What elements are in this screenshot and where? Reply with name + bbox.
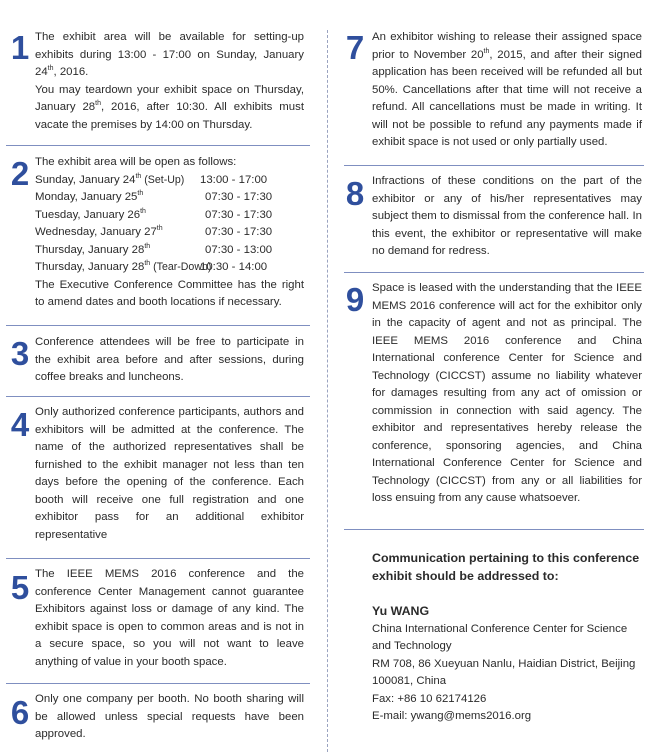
superscript: th [144, 242, 151, 250]
superscript: th [483, 47, 490, 55]
section-rule [6, 145, 310, 146]
item-number: 1 [10, 29, 30, 66]
section-rule [344, 529, 644, 530]
schedule-day-text: Tuesday, January 26 [35, 208, 141, 221]
contact-name: Yu WANG [372, 604, 430, 618]
text-span: You may teardown your exhibit space on Thursday, January 28 [35, 83, 304, 113]
schedule-row [35, 242, 304, 260]
contact-address: RM 708, 86 Xueyuan Nanlu, Haidian District, Beijing 100081, China [372, 657, 636, 687]
schedule-day [35, 242, 205, 260]
schedule-row [35, 189, 304, 207]
schedule-day [35, 172, 205, 190]
schedule-time: 07:30 - 13:00 [205, 243, 273, 256]
item-number: 2 [10, 155, 30, 192]
section-rule [6, 558, 310, 559]
text-span: The exhibit area will be available for setting-up exhibits during 13:00 - 17:00 on Sunday, January 24 [35, 31, 304, 78]
contact-block [372, 549, 642, 726]
schedule-day-text: Thursday, January 28 [35, 243, 145, 256]
superscript: th [135, 172, 142, 180]
item-text: Space is leased with the understanding that the IEEE MEMS 2016 conference will act for the exhibitor only in the capacity of agent and not as principal. The IEEE MEMS 2016 conference and China International conference Center for Science and Technology (CICCST) assume no liability whatever for damages resulting from any act of omission or commission in connection with said agency. The exhibitor and representatives hereby release the conference, sponsoring agencies, and China International Conference Center for Science and Technology (CICCST) from any or all liabilities for loss ensuing from any cause whatsoever. [372, 282, 642, 504]
superscript: th [47, 65, 54, 73]
schedule-day [35, 224, 205, 242]
schedule-day-text: Wednesday, January 27 [35, 226, 157, 238]
contact-email[interactable]: E-mail: ywang@mems2016.org [372, 710, 532, 722]
item-number: 4 [10, 406, 30, 443]
text-span: , 2016, after 10:30. All exhibits must vacate the premises by 14:00 on Thursday. [35, 101, 304, 131]
schedule-row [35, 224, 304, 242]
text-span: , 2015, and after their signed application has been received will be refunded all but 50%. Cancellations after that time will not receive a refund. All cancellations must be made in writing. It will not be possible to refund any payments made if exhibit space is not used or only partially used. [372, 48, 642, 148]
schedule-day-text: Sunday, January 24 [35, 173, 136, 186]
item-text [35, 154, 304, 312]
schedule-intro: The exhibit area will be open as follows: [35, 156, 237, 168]
schedule-day-text: Thursday, January 28 [35, 261, 145, 273]
text-span: An exhibitor wishing to release their assigned space prior to November 20 [372, 31, 642, 61]
schedule-outro: The Executive Conference Committee has the right to amend dates and booth locations if necessary. [35, 278, 304, 308]
section-rule [6, 396, 310, 397]
schedule-time: 07:30 - 17:30 [205, 191, 273, 203]
contact-fax: Fax: +86 10 62174126 [372, 692, 487, 705]
item-number: 3 [10, 335, 30, 372]
section-rule [6, 683, 310, 684]
item-text: Only one company per booth. No booth sharing will be allowed unless special requests have been approved. [35, 693, 304, 740]
superscript: th [137, 190, 144, 198]
superscript: th [156, 225, 163, 233]
section-rule [6, 325, 310, 326]
item-number: 8 [345, 175, 365, 212]
schedule-note: (Set-Up) [141, 173, 185, 186]
superscript: th [95, 100, 101, 108]
item-number: 7 [345, 29, 365, 66]
superscript: th [144, 260, 151, 268]
schedule-time: 07:30 - 17:30 [205, 226, 273, 238]
item-number: 5 [10, 569, 30, 606]
item-text: Conference attendees will be free to participate in the exhibit area before and after sessions, during coffee breaks and luncheons. [35, 336, 304, 383]
column-divider [327, 30, 328, 752]
superscript: th [140, 207, 146, 215]
schedule-time: 07:30 - 17:30 [205, 208, 273, 221]
schedule-day [35, 207, 205, 225]
schedule-table [35, 172, 304, 277]
schedule-row [35, 207, 304, 225]
schedule-note: (Tear-Down) [150, 261, 212, 273]
contact-heading: Communication pertaining to this conference exhibit should be addressed to: [372, 551, 640, 583]
item-text: The IEEE MEMS 2016 conference and the conference Center Management cannot guarantee Exhibitors against loss or damage of any kind. The exhibit space is open to common areas and is not in a secure space, so you will not want to leave anything of value in your booth space. [35, 568, 304, 668]
item-number: 9 [345, 281, 365, 318]
schedule-day-text: Monday, January 25 [35, 191, 138, 203]
schedule-time: 13:00 - 17:00 [200, 173, 268, 186]
schedule-row [35, 259, 304, 277]
item-text [35, 29, 304, 134]
item-number: 6 [10, 694, 30, 731]
item-text: Infractions of these conditions on the part of the exhibitor or any of his/her representatives may subject them to dismissal from the conference hall. In this event, the exhibitor or representative will make no demand for redress. [372, 175, 642, 257]
schedule-day [35, 189, 205, 207]
schedule-row [35, 172, 304, 190]
schedule-day [35, 259, 212, 277]
item-text: Only authorized conference participants, authors and exhibitors will be admitted at the conference. The name of the authorized representatives shall be furnished to the exhibit manager not less than ten days before the opening of the conference. Each booth will receive one full registration and one exhibitor pass for an additional exhibitor representative [35, 406, 304, 541]
section-rule [344, 272, 644, 273]
item-text [372, 29, 642, 152]
contact-organization: China International Conference Center for Science and Technology [372, 622, 628, 652]
text-span: , 2016. [53, 66, 89, 78]
section-rule [344, 165, 644, 166]
schedule-time: 10:30 - 14:00 [200, 261, 268, 273]
